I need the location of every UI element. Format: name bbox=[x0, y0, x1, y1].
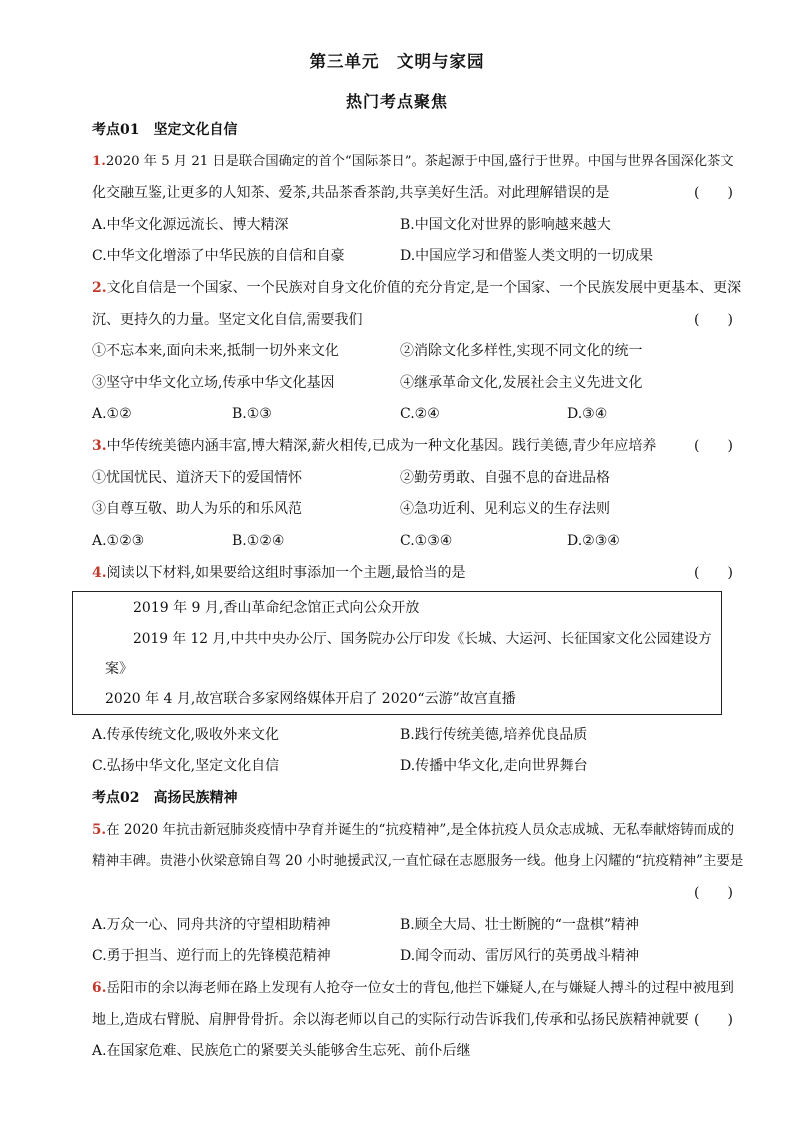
option-c: C.弘扬中华文化,坚定文化自信 bbox=[92, 758, 280, 774]
statement-item: ④继承革命文化,发展社会主义先进文化 bbox=[400, 375, 643, 391]
material-line: 2019 年 12 月,中共中央办公厅、国务院办公厅印发《长城、大运河、长征国家文化公园建设方 bbox=[133, 631, 712, 647]
page-subtitle: 热门考点聚焦 bbox=[345, 92, 448, 111]
question-number: 2. bbox=[92, 280, 107, 296]
option-d: D.闻令而动、雷厉风行的英勇战斗精神 bbox=[400, 948, 640, 964]
question-5-line bbox=[92, 821, 734, 839]
option-a: A.①② bbox=[92, 406, 132, 422]
statement-item: ①忧国忧民、道济天下的爱国情怀 bbox=[92, 470, 302, 486]
question-text: 岳阳市的余以海老师在路上发现有人抢夺一位女士的背包,他拦下嫌疑人,在与嫌疑人搏斗的过程中被甩到 bbox=[106, 980, 734, 996]
material-line: 2019 年 9 月,香山革命纪念馆正式向公众开放 bbox=[133, 600, 420, 616]
page-title: 第三单元 文明与家园 bbox=[309, 52, 485, 71]
answer-bracket: ( ) bbox=[694, 885, 733, 901]
material-box bbox=[72, 591, 722, 715]
option-a: A.万众一心、同舟共济的守望相助精神 bbox=[92, 917, 331, 933]
option-a: A.在国家危难、民族危亡的紧要关头能够舍生忘死、前仆后继 bbox=[92, 1043, 471, 1059]
option-b: B.①②④ bbox=[232, 533, 285, 549]
question-text: 2020 年 5 月 21 日是联合国确定的首个“国际茶日”。茶起源于中国,盛行于世界。中国与世界各国深化茶文 bbox=[105, 154, 734, 169]
option-c: C.中华文化增添了中华民族的自信和自豪 bbox=[92, 248, 345, 264]
statement-item: ④急功近利、见利忘义的生存法则 bbox=[400, 501, 610, 517]
statement-item: ②消除文化多样性,实现不同文化的统一 bbox=[400, 343, 643, 359]
question-2-line bbox=[92, 279, 741, 297]
option-c: C.勇于担当、逆行而上的先锋模范精神 bbox=[92, 948, 331, 964]
question-number: 4. bbox=[92, 565, 107, 581]
statement-item: ③坚守中华文化立场,传承中华文化基因 bbox=[92, 375, 335, 391]
option-a: A.中华文化源远流长、博大精深 bbox=[92, 217, 289, 233]
material-line: 2020 年 4 月,故宫联合多家网络媒体开启了 2020“云游”故宫直播 bbox=[105, 691, 516, 707]
answer-bracket: ( ) bbox=[694, 1012, 733, 1028]
option-b: B.①③ bbox=[232, 406, 272, 422]
question-number: 5. bbox=[92, 822, 107, 838]
option-c: C.①③④ bbox=[400, 533, 453, 549]
question-text: 化交融互鉴,让更多的人知茶、爱茶,共品茶香茶韵,共享美好生活。对此理解错误的是 bbox=[92, 185, 610, 201]
question-text: 精神丰碑。贵港小伙梁意锦自驾 20 小时驰援武汉,一直忙碌在志愿服务一线。他身上闪耀的“抗疫精神”主要是 bbox=[92, 853, 744, 869]
option-c: C.②④ bbox=[400, 406, 440, 422]
option-b: B.顾全大局、壮士断腕的“一盘棋”精神 bbox=[400, 917, 640, 933]
answer-bracket: ( ) bbox=[694, 312, 733, 328]
statement-item: ①不忘本来,面向未来,抵制一切外来文化 bbox=[92, 343, 339, 359]
option-b: B.践行传统美德,培养优良品质 bbox=[400, 727, 588, 743]
question-number: 3. bbox=[92, 438, 107, 454]
answer-bracket: ( ) bbox=[694, 185, 733, 201]
question-text: 地上,造成右臂脱、肩胛骨骨折。余以海老师以自己的实际行动告诉我们,传承和弘扬民族精神就要 bbox=[92, 1012, 689, 1028]
option-d: D.③④ bbox=[567, 406, 608, 422]
answer-bracket: ( ) bbox=[694, 565, 733, 581]
option-b: B.中国文化对世界的影响越来越大 bbox=[400, 217, 611, 233]
option-a: A.传承传统文化,吸收外来文化 bbox=[92, 727, 280, 743]
question-text: 阅读以下材料,如果要给这组时事添加一个主题,最恰当的是 bbox=[106, 565, 466, 581]
section-heading: 考点02 高扬民族精神 bbox=[92, 790, 238, 806]
question-3-line bbox=[92, 437, 656, 455]
option-d: D.传播中华文化,走向世界舞台 bbox=[400, 758, 588, 774]
option-d: D.中国应学习和借鉴人类文明的一切成果 bbox=[400, 248, 654, 264]
material-line: 案》 bbox=[105, 661, 133, 677]
question-number: 1. bbox=[92, 154, 106, 169]
question-number: 6. bbox=[92, 980, 107, 996]
statement-item: ③自尊互敬、助人为乐的和乐风范 bbox=[92, 501, 302, 517]
question-text: 中华传统美德内涵丰富,博大精深,薪火相传,已成为一种文化基因。践行美德,青少年应培养 bbox=[106, 438, 657, 454]
question-text: 沉、更持久的力量。坚定文化自信,需要我们 bbox=[92, 312, 363, 328]
question-4-line bbox=[92, 564, 466, 582]
section-heading: 考点01 坚定文化自信 bbox=[92, 122, 238, 138]
question-text: 文化自信是一个国家、一个民族对自身文化价值的充分肯定,是一个国家、一个民族发展中更基本、更深 bbox=[106, 280, 742, 296]
option-d: D.②③④ bbox=[567, 533, 620, 549]
question-text: 在 2020 年抗击新冠肺炎疫情中孕育并诞生的“抗疫精神”,是全体抗疫人员众志成城、无私奉献熔铸而成的 bbox=[106, 822, 735, 838]
statement-item: ②勤劳勇敢、自强不息的奋进品格 bbox=[400, 470, 610, 486]
question-6-line bbox=[92, 979, 734, 997]
option-a: A.①②③ bbox=[92, 533, 145, 549]
answer-bracket: ( ) bbox=[694, 438, 733, 454]
question-1-line bbox=[92, 153, 734, 171]
